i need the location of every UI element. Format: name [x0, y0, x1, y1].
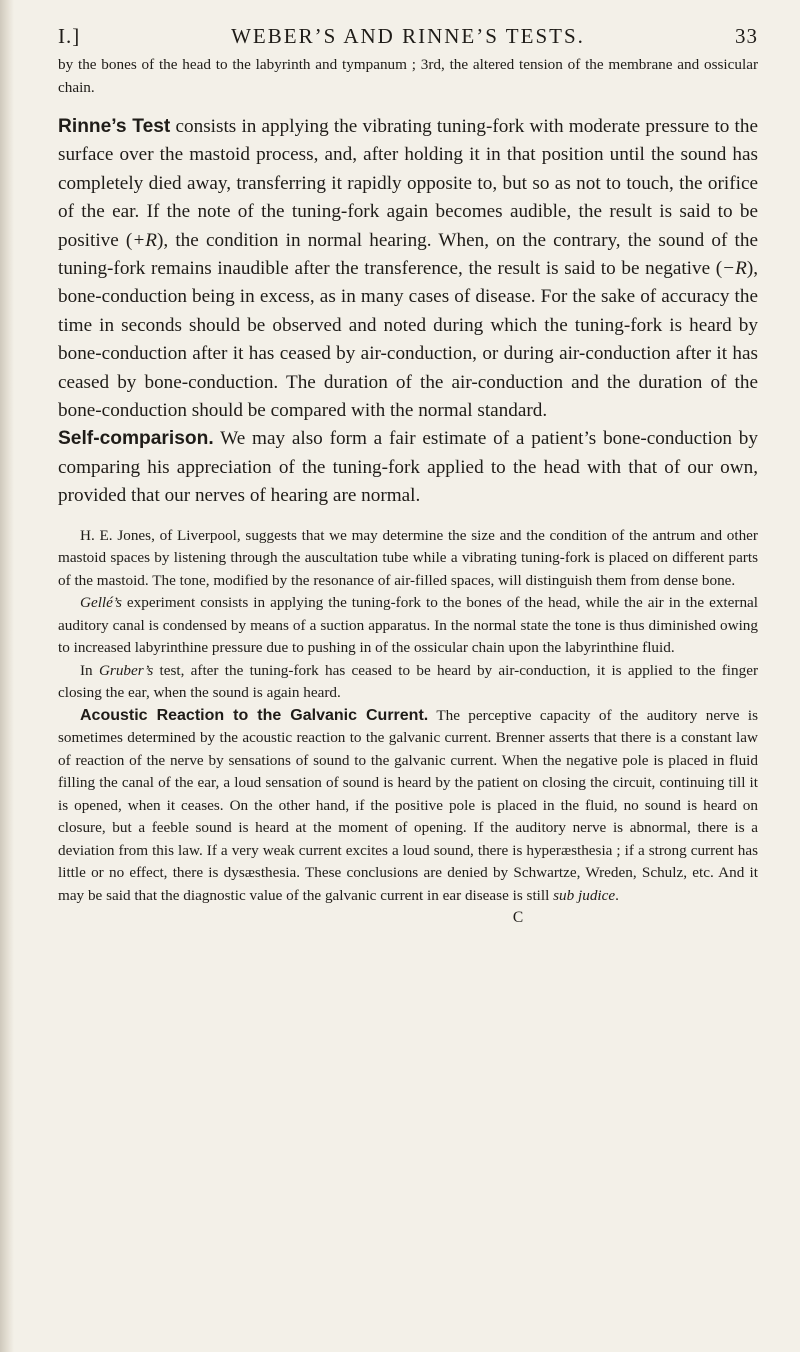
intro-paragraph: by the bones of the head to the labyrinth and tympanum ; 3rd, the altered tension of the membrane and ossicular chain.	[58, 56, 758, 96]
jones-paragraph: H. E. Jones, of Liverpool, suggests that we may determine the size and the condition of the antrum and other mastoid spaces by listening through the auscultation tube while a vibrating tuning-fork is placed on different parts of the mastoid. The tone, modified by the resonance of air-filled spaces, will distinguish them from dense bone.	[58, 526, 758, 589]
self-comparison-text: We may also form a fair estimate of a patient’s bone-conduction by comparing his appreciation of the tuning-fork applied to the head with that of our own, provided that our nerves of hearing are normal.	[58, 428, 758, 507]
celle-text: experiment consists in applying the tuning-fork to the bones of the head, while the air in the external auditory canal is condensed by means of a suction apparatus. In the normal state the tone is thus diminished owing to increased labyrinthine pressure due to pushing in of the ossicular chain upon the labyrinthine fluid.	[58, 594, 758, 657]
rinne-text-2: ), the condition in normal hearing. When, on the contrary, the sound of the tuning-fork remains inaudible after the transference, the result is said to be negative (	[58, 229, 758, 280]
rinne-text-1: consists in applying the vibrating tuning-fork with moderate pressure to the surface over the mastoid process, and, after holding it in that position until the sound has completely died away, transferring it rapidly opposite to, but so as not to touch, the orifice of the ear. If the note of the tuning-fork again becomes audible, the result is said to be positive (	[58, 116, 758, 251]
positive-symbol: +R	[132, 229, 157, 251]
galvanic-latin: sub judice	[553, 886, 616, 904]
celle-paragraph	[58, 592, 758, 660]
negative-symbol: −R	[722, 258, 747, 280]
gruber-text: test, after the tuning-fork has ceased to be heard by air-conduction, it is applied to the finger closing the ear, when the sound is again heard.	[58, 661, 759, 702]
running-header	[58, 20, 758, 54]
rinne-text-3: ), bone-conduction being in excess, as in many cases of disease. For the sake of accuracy the time in seconds should be observed and noted during which the tuning-fork is heard by bone-conduction after it has ceased by air-conduction, or during air-conduction after it has ceased by bone-conduction. The duration of the air-conduction and the duration of the bone-conduction should be compared with the normal standard.	[58, 258, 758, 422]
book-spine-shadow	[0, 0, 14, 1352]
gruber-prefix: In	[80, 661, 99, 679]
celle-name: Gellé’s	[80, 594, 122, 612]
galvanic-text: The perceptive capacity of the auditory nerve is sometimes determined by the acoustic reaction to the galvanic current. Brenner asserts that there is a constant law of reaction of the nerve by sensations of sound to the galvanic current. When the negative pole is placed in fluid filling the canal of the ear, a loud sensation of sound is heard by the patient on closing the circuit, continuing till it is opened, when it ceases. On the other hand, if the positive pole is placed in the fluid, no sound is heard on closure, but a feeble sound is heard at the moment of opening. If the auditory nerve is abnormal, there is a deviation from this law. If a very weak current excites a loud sound, there is hyperæsthesia ; if a strong current has little or no effect, there is dysæsthesia. These conclusions are denied by Schwartze, Wreden, Schulz, etc. And it may be said that the diagnostic value of the galvanic current in ear disease is still	[58, 706, 758, 904]
page	[58, 20, 758, 927]
rinne-test-paragraph	[58, 113, 758, 425]
self-comparison-heading: Self-comparison.	[58, 428, 214, 450]
gruber-name: Gruber’s	[98, 661, 154, 679]
galvanic-paragraph	[58, 705, 758, 908]
galvanic-heading: Acoustic Reaction to the Galvanic Current.	[80, 706, 429, 724]
chapter-number: I.]	[58, 24, 81, 48]
gruber-paragraph	[58, 660, 758, 705]
page-number: 33	[735, 24, 758, 48]
galvanic-end: .	[615, 886, 619, 904]
signature-mark: C	[512, 909, 524, 927]
running-title: WEBER’S AND RINNE’S TESTS.	[231, 24, 585, 48]
rinne-test-heading: Rinne’s Test	[58, 116, 171, 137]
self-comparison-paragraph	[58, 425, 758, 510]
